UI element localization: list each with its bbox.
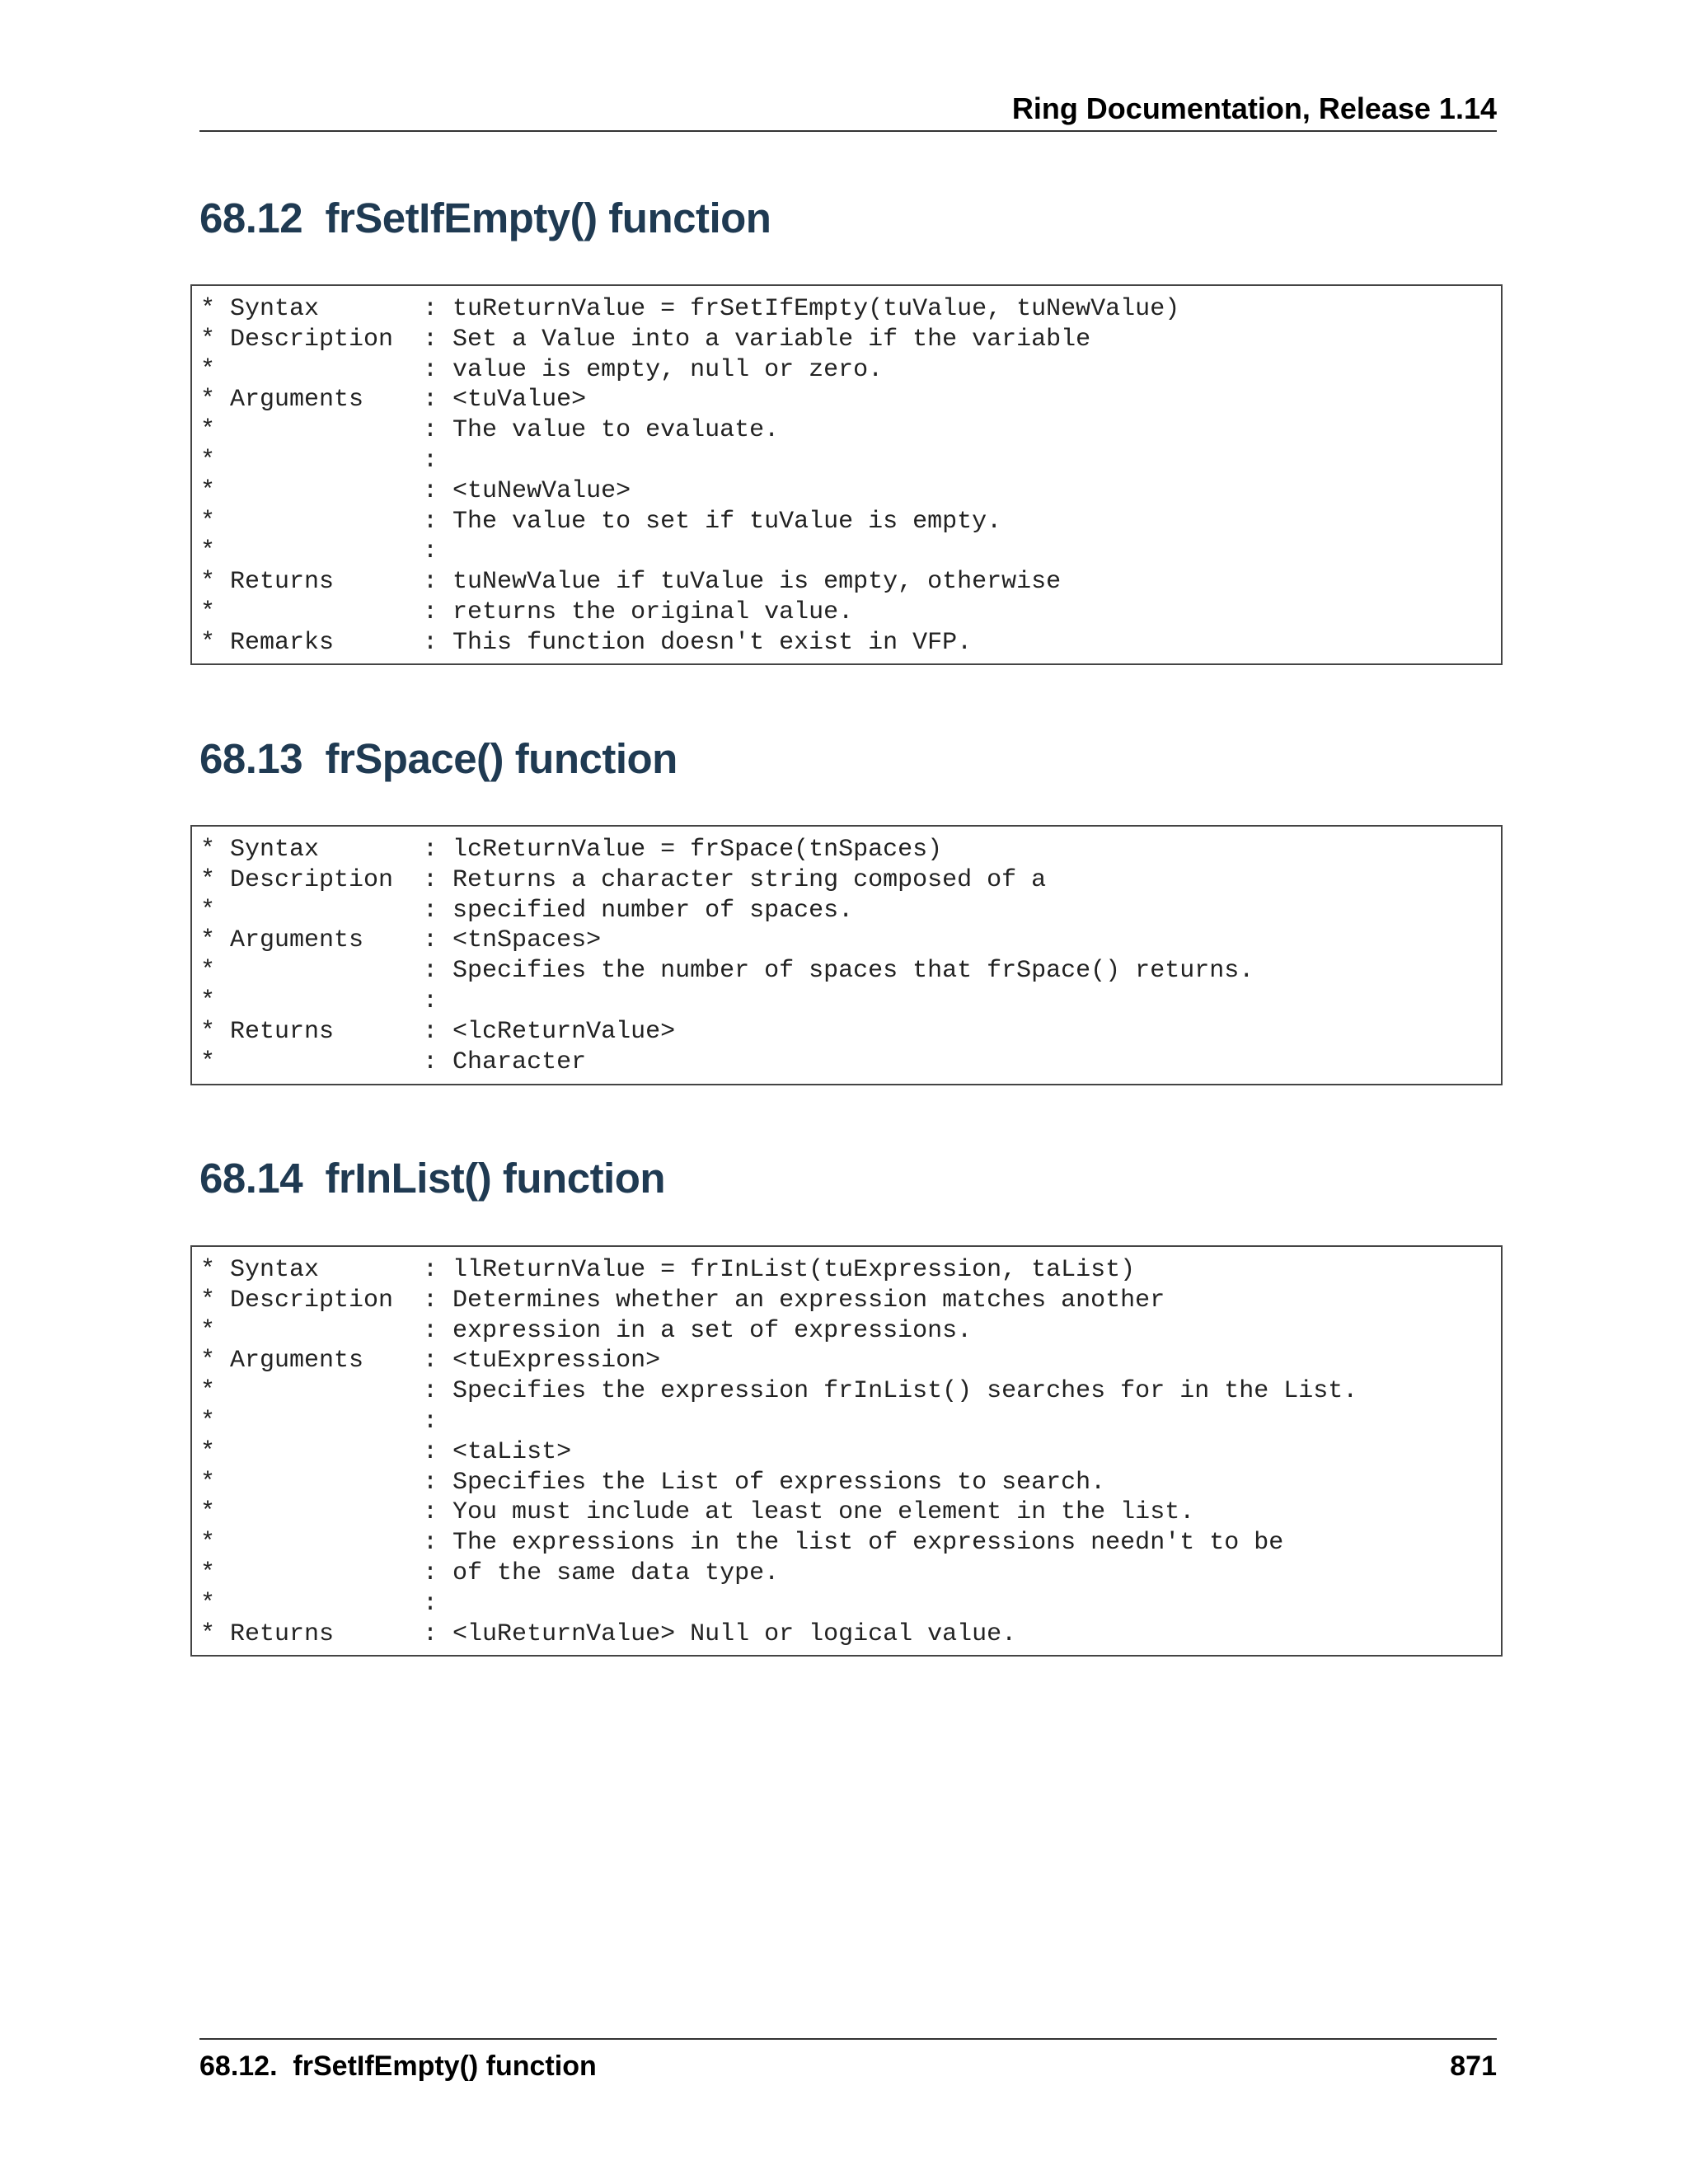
- code-line: * Returns : tuNewValue if tuValue is empty, otherwise: [200, 568, 1062, 597]
- code-line: * : The expressions in the list of expressions needn't to be: [200, 1529, 1284, 1558]
- code-line: * Syntax : llReturnValue = frInList(tuExpression, taList): [200, 1256, 1136, 1284]
- code-line: * Arguments : <tuExpression>: [200, 1347, 661, 1376]
- code-line: * : Specifies the List of expressions to search.: [200, 1468, 1106, 1497]
- code-line: * :: [200, 446, 438, 475]
- code-line: * : value is empty, null or zero.: [200, 355, 884, 384]
- code-block-frsetifempty: [190, 284, 1503, 665]
- code-line: * : <tuNewValue>: [200, 476, 631, 505]
- code-line: * : specified number of spaces.: [200, 896, 854, 925]
- code-line: * Remarks : This function doesn't exist in VFP.: [200, 628, 973, 657]
- document-title: Ring Documentation, Release 1.14: [1011, 91, 1497, 125]
- page-header: [199, 91, 1497, 132]
- code-line: * :: [200, 1407, 438, 1436]
- code-line: * : Specifies the expression frInList() searches for in the List.: [200, 1377, 1358, 1406]
- code-line: * : returns the original value.: [200, 598, 854, 626]
- code-line: * Returns : <luReturnValue> Null or logical value.: [200, 1619, 1017, 1648]
- code-line: * Description : Determines whether an expression matches another: [200, 1286, 1165, 1315]
- code-line: * : expression in a set of expressions.: [200, 1316, 973, 1345]
- code-line: * Arguments : <tnSpaces>: [200, 926, 602, 955]
- code-line: * :: [200, 1589, 438, 1618]
- section-heading-frsetifempty: 68.12 frSetIfEmpty() function: [199, 194, 771, 241]
- code-line: * : <taList>: [200, 1437, 572, 1466]
- page-footer: [199, 2038, 1497, 2089]
- code-line: * Description : Set a Value into a variable if the variable: [200, 325, 1091, 354]
- code-line: * : You must include at least one element in the list.: [200, 1498, 1195, 1527]
- code-line: * Syntax : lcReturnValue = frSpace(tnSpaces): [200, 836, 943, 864]
- code-line: * :: [200, 987, 438, 1015]
- code-line: * Syntax : tuReturnValue = frSetIfEmpty(tuValue, tuNewValue): [200, 295, 1180, 323]
- page-number: 871: [1450, 2050, 1497, 2082]
- code-line: * : Specifies the number of spaces that frSpace() returns.: [200, 957, 1254, 986]
- code-line: * Description : Returns a character string composed of a: [200, 865, 1047, 894]
- section-heading-frinlist: 68.14 frInList() function: [199, 1155, 666, 1202]
- code-line: * Returns : <lcReturnValue>: [200, 1017, 676, 1046]
- code-line: * :: [200, 537, 438, 566]
- code-line: * Arguments : <tuValue>: [200, 386, 587, 415]
- code-line: * : Character: [200, 1047, 587, 1076]
- code-line: * : The value to set if tuValue is empty.: [200, 507, 1002, 536]
- code-block-frinlist: [190, 1245, 1503, 1657]
- code-line: * : The value to evaluate.: [200, 416, 780, 445]
- section-heading-frspace: 68.13 frSpace() function: [199, 735, 678, 782]
- footer-section-title: 68.12. frSetIfEmpty() function: [199, 2050, 597, 2082]
- code-block-frspace: [190, 825, 1503, 1085]
- code-line: * : of the same data type.: [200, 1558, 780, 1587]
